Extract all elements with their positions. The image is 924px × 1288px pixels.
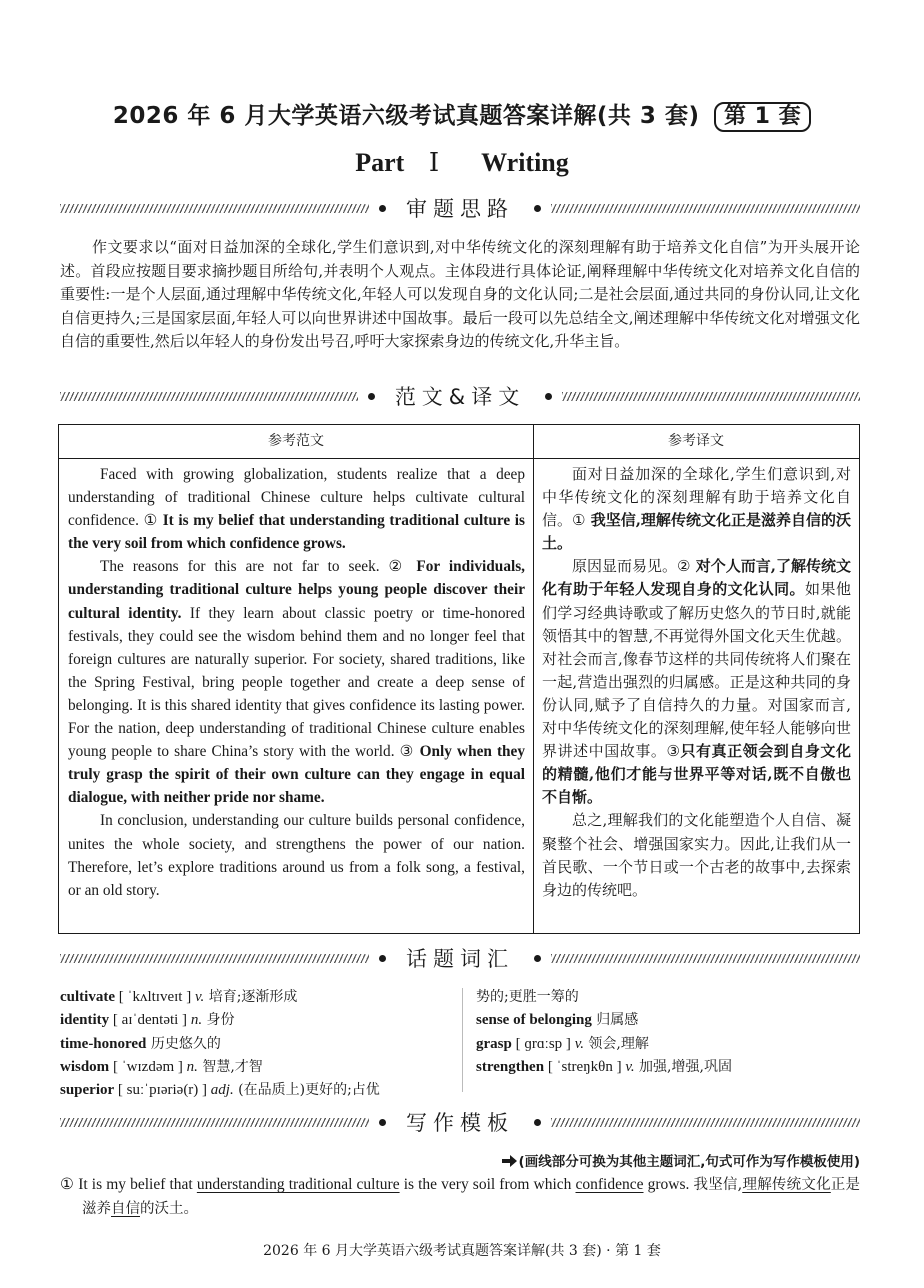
template-sentence [60, 1172, 860, 1221]
vocab-word: sense of belonging [476, 1012, 592, 1029]
vocab-pos: adj. [210, 1082, 234, 1099]
key-sentence: For individuals, understanding traditional culture helps young people discover their cultural identity. [68, 558, 525, 622]
sentence-number: ① [572, 511, 586, 530]
title-text: 2026 年 6 月大学英语六级考试真题答案详解(共 3 套) [112, 103, 700, 129]
hatch-divider [60, 392, 358, 401]
vocab-item [476, 1056, 860, 1079]
essay-text: If they learn about classic poetry or time-honored festivals, they could see the wisdom behind them and no longer feel that foreign cultures are naturally superior. For society, shared traditions, like the Spring Festival, bring people together and create a deep sense of belonging. It is this shared identity that gives confidence its lasting power. For the nation, deep understanding of traditional Chinese culture enables young people to share China’s story with the world. [68, 604, 526, 761]
bullet-dot [534, 955, 541, 962]
vocab-continuation: 势的;更胜一筹的 [476, 989, 579, 1005]
vocab-item [60, 1079, 460, 1102]
template-text: grows. [643, 1176, 694, 1193]
vocab-meaning: 历史悠久的 [146, 1035, 221, 1052]
template-translation: 我坚信, [693, 1177, 743, 1193]
template-note [502, 1150, 860, 1170]
key-sentence: Only when they truly grasp the spirit of their own culture can they engage in equal dialogue, with neither pride nor shame. [68, 743, 525, 807]
template-item [60, 1172, 860, 1221]
sentence-number: ③ [399, 742, 415, 761]
replaceable-phrase: 自信 [111, 1201, 140, 1217]
vocab-list-left [60, 986, 460, 1102]
vocab-phonetic: [ ɡrɑːsp ] [511, 1035, 575, 1052]
page-title [0, 97, 924, 132]
table-header-row [59, 425, 859, 459]
vocab-phonetic: [ ˈkʌltɪveɪt ] [114, 989, 195, 1005]
vocab-meaning: 身份 [202, 1012, 235, 1029]
bullet-dot [368, 393, 375, 400]
vocab-meaning: 归属感 [591, 1012, 639, 1029]
part-roman: Ⅰ [428, 148, 440, 178]
arrow-right-icon [502, 1155, 517, 1167]
vocab-word: strengthen [476, 1058, 545, 1075]
vocab-item [60, 1009, 460, 1032]
vocab-word: time-honored [60, 1035, 147, 1052]
replaceable-phrase: 理解传统文化 [742, 1177, 831, 1193]
vocab-item [476, 1009, 860, 1032]
section-label-vocab: 话题词汇 [406, 947, 514, 971]
hatch-divider [60, 204, 369, 213]
key-sentence: 我坚信,理解传统文化正是滋养自信的沃土。 [542, 511, 851, 553]
vocab-word: grasp [476, 1035, 512, 1052]
essay-paragraph [68, 555, 525, 809]
bullet-dot [534, 1119, 541, 1126]
hatch-divider [562, 392, 860, 401]
hatch-divider [551, 1118, 860, 1127]
vocab-word: superior [60, 1082, 115, 1099]
bullet-dot [379, 205, 386, 212]
sentence-number: ② [677, 557, 691, 576]
translation-text: 原因显而易见。 [572, 557, 678, 576]
vocab-item [476, 1033, 860, 1056]
column-divider [533, 425, 534, 933]
hatch-divider [60, 1118, 369, 1127]
sentence-number: ① [143, 511, 159, 530]
table-header-english: 参考范文 [268, 433, 324, 449]
essay-text: Faced with growing globalization, students realize that a deep understanding of traditional Chinese culture helps cultivate cultural confidence. [68, 466, 525, 530]
template-translation: 的沃土。 [140, 1201, 198, 1217]
part-title [0, 148, 924, 178]
vocab-pos: n. [186, 1058, 198, 1075]
vocab-phonetic: [ suːˈpɪəriə(r) ] [114, 1082, 211, 1099]
translation-paragraph [542, 463, 851, 555]
translation-text: 面对日益加深的全球化,学生们意识到,对中华传统文化的深刻理解有助于培养文化自信。 [542, 465, 851, 530]
sentence-number: ③ [666, 742, 681, 761]
vocab-item [60, 986, 460, 1009]
vocab-word: wisdom [60, 1058, 110, 1075]
hatch-divider [60, 954, 369, 963]
vocab-meaning: 领会,理解 [583, 1035, 649, 1052]
section-header-vocab [60, 944, 860, 972]
vocab-word: identity [60, 1012, 110, 1029]
section-label-sample: 范文&译文 [394, 385, 526, 409]
replaceable-phrase: confidence [575, 1176, 644, 1193]
template-text: is the very soil from which [399, 1176, 576, 1193]
part-name: Writing [481, 148, 569, 177]
vocab-list-right [476, 986, 860, 1079]
bullet-dot [534, 205, 541, 212]
vocab-phonetic: [ aɪˈdentəti ] [109, 1012, 191, 1029]
vocab-meaning: 智慧,才智 [197, 1058, 263, 1075]
key-sentence: 对个人而言,了解传统文化有助于年轻人发现自身的文化认同。 [542, 557, 851, 599]
vocab-pos: v. [625, 1058, 635, 1075]
section-header-analysis [60, 194, 860, 222]
template-number: ① [60, 1175, 75, 1193]
hatch-divider [551, 204, 860, 213]
vocab-meaning: 培育;逐渐形成 [204, 989, 298, 1005]
translation-text: 如果他们学习经典诗歌或了解历史悠久的节日时,就能领悟其中的智慧,不再觉得外国文化天生优越。对社会而言,像春节这样的共同传统将人们聚在一起,营造出强烈的归属感。正是这种共同的身份认同,赋予了自信持久的力量。对国家而言,对中华传统文化的深刻理解,使年轻人能够向世界讲述中国故事。 [542, 580, 851, 761]
sample-essay-chinese [542, 463, 851, 902]
vocab-pos: n. [190, 1012, 203, 1029]
vocab-meaning: (在品质上)更好的;占优 [233, 1082, 380, 1099]
page-footer: 2026 年 6 月大学英语六级考试真题答案详解(共 3 套) · 第 1 套 [263, 1243, 661, 1259]
template-note-text: (画线部分可换为其他主题词汇,句式可作为写作模板使用) [518, 1154, 860, 1170]
vocab-pos: v. [574, 1035, 584, 1052]
vocab-item [60, 1033, 460, 1056]
bullet-dot [379, 1119, 386, 1126]
essay-table [58, 424, 860, 934]
bullet-dot [379, 955, 386, 962]
vocab-phonetic: [ ˈwɪzdəm ] [109, 1058, 187, 1075]
vocab-column-divider [462, 988, 463, 1092]
template-text: It is my belief that [74, 1176, 197, 1193]
essay-text: The reasons for this are not far to seek. [100, 558, 389, 576]
section-header-sample [60, 382, 860, 410]
key-sentence: It is my belief that understanding traditional culture is the very soil from which confidence grows. [68, 512, 525, 553]
section-label-analysis: 审题思路 [406, 197, 514, 221]
bullet-dot [545, 393, 552, 400]
table-header-chinese: 参考译文 [668, 433, 724, 449]
analysis-paragraph: 作文要求以“面对日益加深的全球化,学生们意识到,对中华传统文化的深刻理解有助于培养文化自信”为开头展开论述。首段应按题目要求摘抄题目所给句,并表明个人观点。主体段进行具体论证,阐释理解中华传统文化对培养文化自信的重要性:一是个人层面,通过理解中华传统文化,年轻人可以发现自身的文化认同;二是社会层面,通过共同的身份认同,让文化自信更持久;三是国家层面,年轻人可以向世界讲述中国故事。最后一段可以先总结全文,阐述理解中华传统文化对增强文化自信的重要性,然后以年轻人的身份发出号召,呼吁大家探索身边的传统文化,升华主旨。 [60, 238, 860, 350]
vocab-phonetic: [ ˈstreŋkθn ] [544, 1058, 626, 1075]
translation-paragraph [542, 555, 851, 809]
vocab-word: cultivate [60, 989, 115, 1005]
hatch-divider [551, 954, 860, 963]
section-label-template: 写作模板 [406, 1111, 514, 1135]
essay-paragraph [68, 463, 525, 555]
vocab-pos: v. [194, 989, 205, 1005]
vocab-item [60, 1056, 460, 1079]
vocab-meaning: 加强,增强,巩固 [634, 1058, 732, 1075]
sentence-number: ② [388, 557, 408, 576]
essay-paragraph: In conclusion, understanding our culture builds personal confidence, unites the whole society, and strengthens the power of our nation. Therefore, let’s explore traditions around us from a folk song, a festival, or an old story. [68, 812, 525, 899]
section-header-template [60, 1108, 860, 1136]
translation-paragraph: 总之,理解我们的文化能塑造个人自信、凝聚整个社会、增强国家实力。因此,让我们从一首民歌、一个节日或一个古老的故事中,去探索身边的传统吧。 [542, 811, 851, 899]
set-badge: 第 1 套 [714, 102, 811, 132]
sample-essay-english [68, 463, 525, 902]
key-sentence: 只有真正领会到自身文化的精髓,他们才能与世界平等对话,既不自傲也不自惭。 [542, 742, 851, 807]
template-translation: 正是滋养 [82, 1177, 861, 1217]
replaceable-phrase: understanding traditional culture [196, 1176, 400, 1193]
part-label: Part [355, 148, 405, 177]
